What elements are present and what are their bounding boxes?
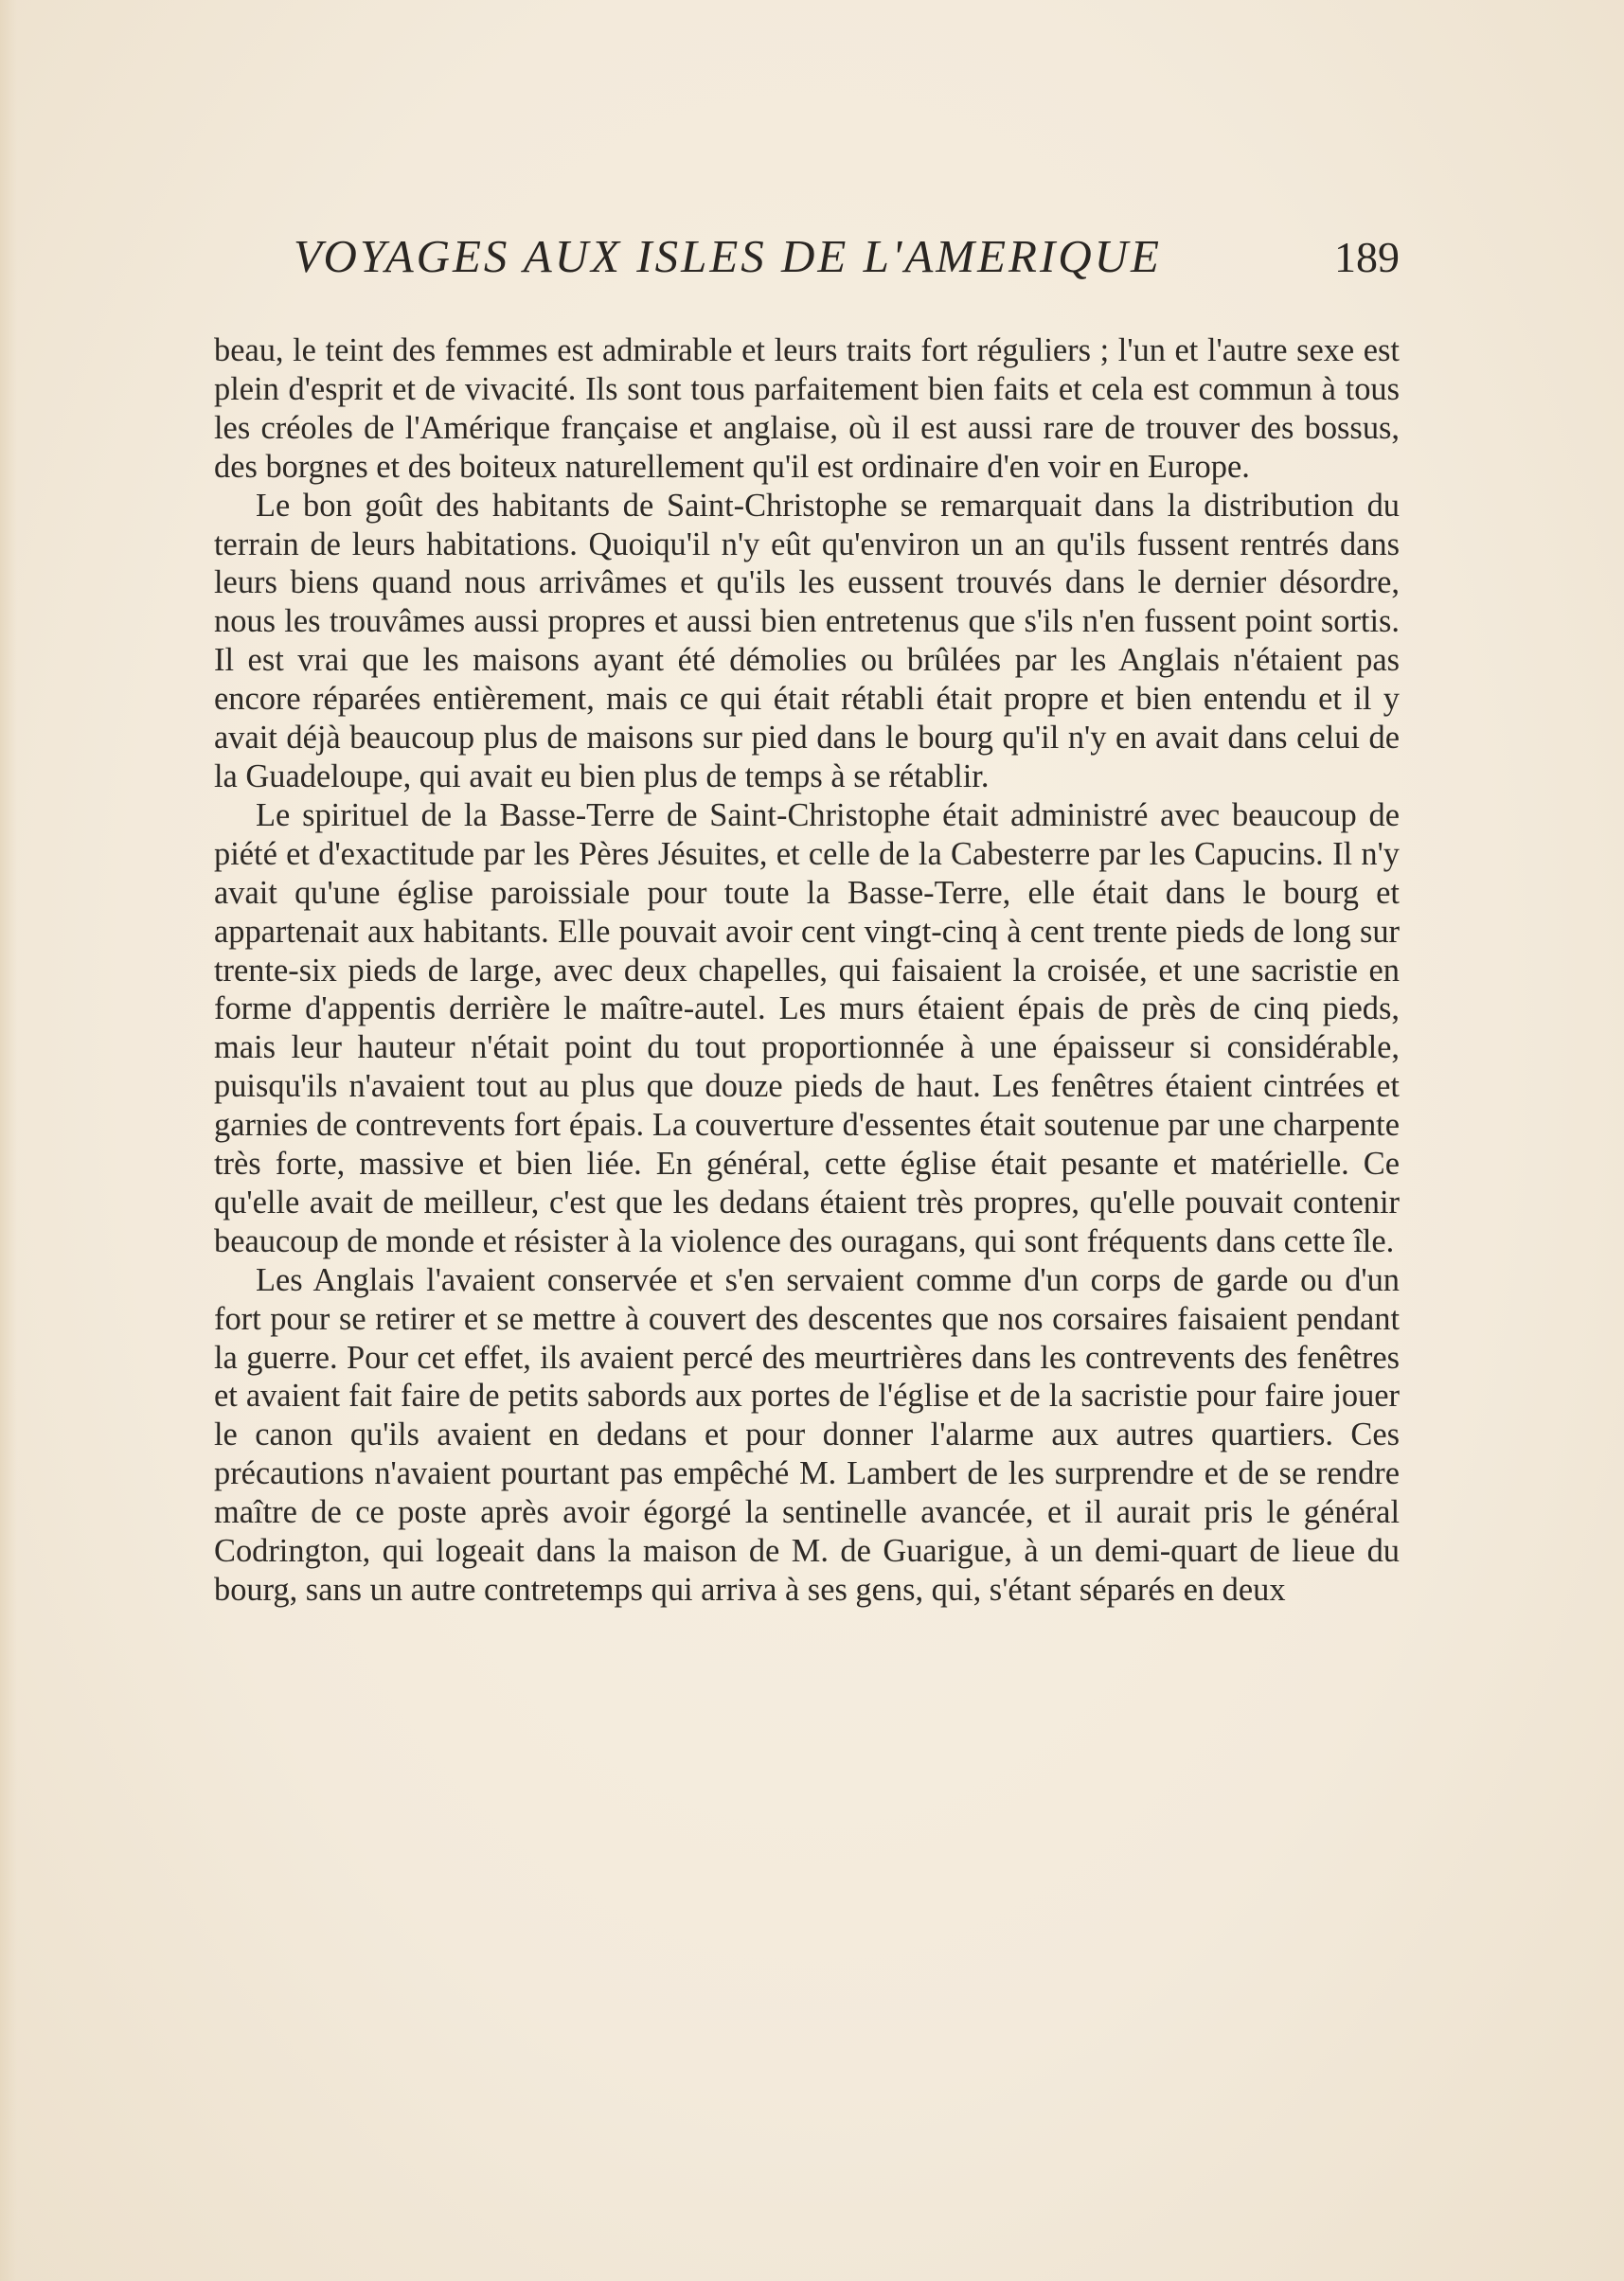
paragraph-3: Le spirituel de la Basse-Terre de Saint-Christophe était administré avec beaucoup de piété et d'exactitude par les Pères Jésuites, et celle de la Cabesterre par les Capucins. Il n'y avait qu'une église paroissiale pour toute la Basse-Terre, elle était dans le bourg et appartenait aux habitants. Elle pouvait avoir cent vingt-cinq à cent trente pieds de long sur trente-six pieds de large, avec deux chapelles, qui faisaient la croisée, et une sacristie en forme d'appentis derrière le maître-autel. Les murs étaient épais de près de cinq pieds, mais leur hauteur n'était point du tout proportionnée à une épaisseur si considérable, puisqu'ils n'avaient tout au plus que douze pieds de haut. Les fenêtres étaient cintrées et garnies de contrevents fort épais. La couverture d'essentes était soutenue par une charpente très forte, massive et bien liée. En général, cette église était pesante et matérielle. Ce qu'elle avait de meilleur, c'est que les dedans étaient très propres, qu'elle pouvait contenir beaucoup de monde et résister à la violence des ouragans, qui sont fréquents dans cette île. — [214, 796, 1400, 1259]
page-header — [294, 229, 1400, 295]
paragraph-1: beau, le teint des femmes est admirable et leurs traits fort réguliers ; l'un et l'autre sexe est plein d'esprit et de vivacité. Ils sont tous parfaitement bien faits et cela est commun à tous les créoles de l'Amérique française et anglaise, où il est aussi rare de trouver des bossus, des borgnes et des boiteux naturellement qu'il est ordinaire d'en voir en Europe. — [214, 332, 1400, 485]
running-title: VOYAGES AUX ISLES DE L'AMERIQUE — [294, 230, 1162, 282]
body-text — [214, 331, 1400, 1610]
page-number: 189 — [1334, 233, 1400, 281]
paragraph-4: Les Anglais l'avaient conservée et s'en servaient comme d'un corps de garde ou d'un fort pour se retirer et se mettre à couvert des descentes que nos corsaires faisaient pendant la guerre. Pour cet effet, ils avaient percé des meurtrières dans les contrevents des fenêtres et avaient fait faire de petits sabords aux portes de l'église et de la sacristie pour faire jouer le canon qu'ils avaient en dedans et pour donner l'alarme aux autres quartiers. Ces précautions n'avaient pourtant pas empêché M. Lambert de les surprendre et de se rendre maître de ce poste après avoir égorgé la sentinelle avancée, et il aurait pris le général Codrington, qui logeait dans la maison de M. de Guarigue, à un demi-quart de lieue du bourg, sans un autre contretemps qui arriva à ses gens, qui, s'étant séparés en deux — [214, 1261, 1400, 1608]
paragraph-2: Le bon goût des habitants de Saint-Christophe se remarquait dans la distribution du terrain de leurs habitations. Quoiqu'il n'y eût qu'environ un an qu'ils fussent rentrés dans leurs biens quand nous arrivâmes et qu'ils les eussent trouvés dans le dernier désordre, nous les trouvâmes aussi propres et aussi bien entretenus que s'ils n'en fussent point sortis. Il est vrai que les maisons ayant été démolies ou brûlées par les Anglais n'étaient pas encore réparées entièrement, mais ce qui était rétabli était propre et bien entendu et il y avait déjà beaucoup plus de maisons sur pied dans le bourg qu'il n'y en avait dans celui de la Guadeloupe, qui avait eu bien plus de temps à se rétablir. — [214, 487, 1400, 794]
page-edge-shadow — [0, 0, 17, 2281]
